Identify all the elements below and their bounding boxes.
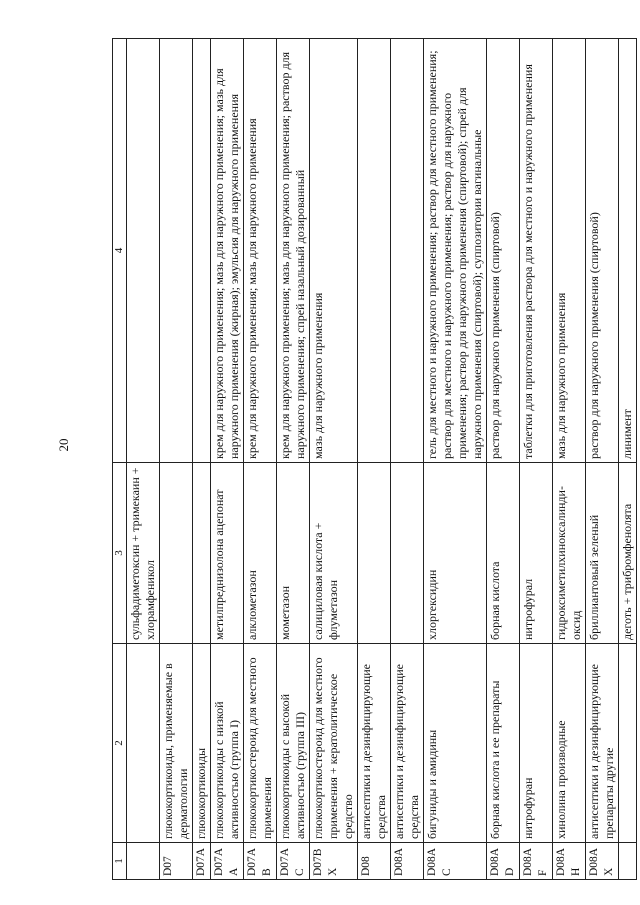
group-name: глюкокортикоиды с высокой активностью (группа III)	[277, 644, 310, 843]
substance-name: мометазон	[277, 463, 310, 644]
dosage-forms	[193, 39, 211, 463]
atc-code: D07AC	[277, 843, 310, 880]
rotated-page	[112, 38, 634, 880]
group-name	[619, 644, 637, 843]
group-name: антисептики и дезинфицирующие средства	[391, 644, 424, 843]
dosage-forms: мазь для наружного применения	[553, 39, 586, 463]
substance-name: деготь + трибромфенолята	[619, 463, 637, 644]
atc-code: D08AD	[487, 843, 520, 880]
column-header: 2	[113, 644, 127, 843]
dosage-forms: линимент	[619, 39, 637, 463]
group-name: глюкокортикоиды	[193, 644, 211, 843]
group-name	[127, 644, 160, 843]
dosage-forms: гель для местного и наружного применения; раствор для местного применения; раствор для местного и наружного применения; раствор для наружного применения; раствор для наружного применения (спиртовой); спрей для наружного применения (спиртовой); суппозитории вагинальные	[424, 39, 487, 463]
landscape-content	[112, 38, 634, 880]
group-name: глюкокортикоиды, применяемые в дерматологии	[160, 644, 193, 843]
substance-name: бриллиантовый зеленый	[586, 463, 619, 644]
column-header: 1	[113, 843, 127, 880]
atc-code: D07BX	[310, 843, 358, 880]
drug-table	[112, 38, 637, 880]
table-row	[487, 39, 520, 880]
group-name: нитрофуран	[520, 644, 553, 843]
substance-name: метилпреднизолона ацепонат	[211, 463, 244, 644]
table-row	[211, 39, 244, 880]
dosage-forms	[127, 39, 160, 463]
substance-name: нитрофурал	[520, 463, 553, 644]
dosage-forms: раствор для наружного применения (спиртовой)	[487, 39, 520, 463]
table-row	[391, 39, 424, 880]
group-name: глюкокортикостероид для местного применения + кератолитическое средство	[310, 644, 358, 843]
dosage-forms	[160, 39, 193, 463]
table-row	[244, 39, 277, 880]
table-row	[553, 39, 586, 880]
page-number: 20	[56, 438, 71, 452]
atc-code: D08AF	[520, 843, 553, 880]
column-header: 4	[113, 39, 127, 463]
table-row	[277, 39, 310, 880]
dosage-forms	[358, 39, 391, 463]
dosage-forms: мазь для наружного применения	[310, 39, 358, 463]
dosage-forms: крем для наружного применения; мазь для наружного применения; мазь для наружного применения (жирная); эмульсия для наружного применения	[211, 39, 244, 463]
dosage-forms	[391, 39, 424, 463]
atc-code: D07A	[193, 843, 211, 880]
atc-code: D07AA	[211, 843, 244, 880]
table-row	[193, 39, 211, 880]
header-row	[113, 39, 127, 880]
substance-name: алклометазон	[244, 463, 277, 644]
substance-name	[160, 463, 193, 644]
dosage-forms: таблетки для приготовления раствора для местного и наружного применения	[520, 39, 553, 463]
substance-name: сульфадиметоксин + тримекаин + хлорамфеникол	[127, 463, 160, 644]
table-row	[310, 39, 358, 880]
group-name: хинолина производные	[553, 644, 586, 843]
group-name: глюкокортикостероид для местного применения	[244, 644, 277, 843]
group-name: антисептики и дезинфицирующие препараты другие	[586, 644, 619, 843]
table-body	[127, 39, 637, 880]
group-name: борная кислота и ее препараты	[487, 644, 520, 843]
table-row	[160, 39, 193, 880]
group-name: бигуниды и амидины	[424, 644, 487, 843]
atc-code: D08A	[391, 843, 424, 880]
atc-code: D08AH	[553, 843, 586, 880]
atc-code	[127, 843, 160, 880]
substance-name	[358, 463, 391, 644]
table-row	[520, 39, 553, 880]
substance-name	[391, 463, 424, 644]
substance-name: гидроксиметилхиноксалинди-оксид	[553, 463, 586, 644]
substance-name: салициловая кислота + флуметазон	[310, 463, 358, 644]
atc-code: D07AB	[244, 843, 277, 880]
atc-code: D07	[160, 843, 193, 880]
dosage-forms: крем для наружного применения; мазь для наружного применения	[244, 39, 277, 463]
substance-name: хлоргексидин	[424, 463, 487, 644]
table-row	[127, 39, 160, 880]
atc-code: D08AC	[424, 843, 487, 880]
dosage-forms: раствор для наружного применения (спиртовой)	[586, 39, 619, 463]
group-name: антисептики и дезинфицирующие средства	[358, 644, 391, 843]
table-row	[424, 39, 487, 880]
table-row	[358, 39, 391, 880]
atc-code	[619, 843, 637, 880]
table-row	[619, 39, 637, 880]
atc-code: D08	[358, 843, 391, 880]
substance-name	[193, 463, 211, 644]
substance-name: борная кислота	[487, 463, 520, 644]
group-name: глюкокортикоиды с низкой активностью (группа I)	[211, 644, 244, 843]
atc-code: D08AX	[586, 843, 619, 880]
dosage-forms: крем для наружного применения; мазь для наружного применения; раствор для наружного применения; спрей назальный дозированный	[277, 39, 310, 463]
table-row	[586, 39, 619, 880]
column-header: 3	[113, 463, 127, 644]
